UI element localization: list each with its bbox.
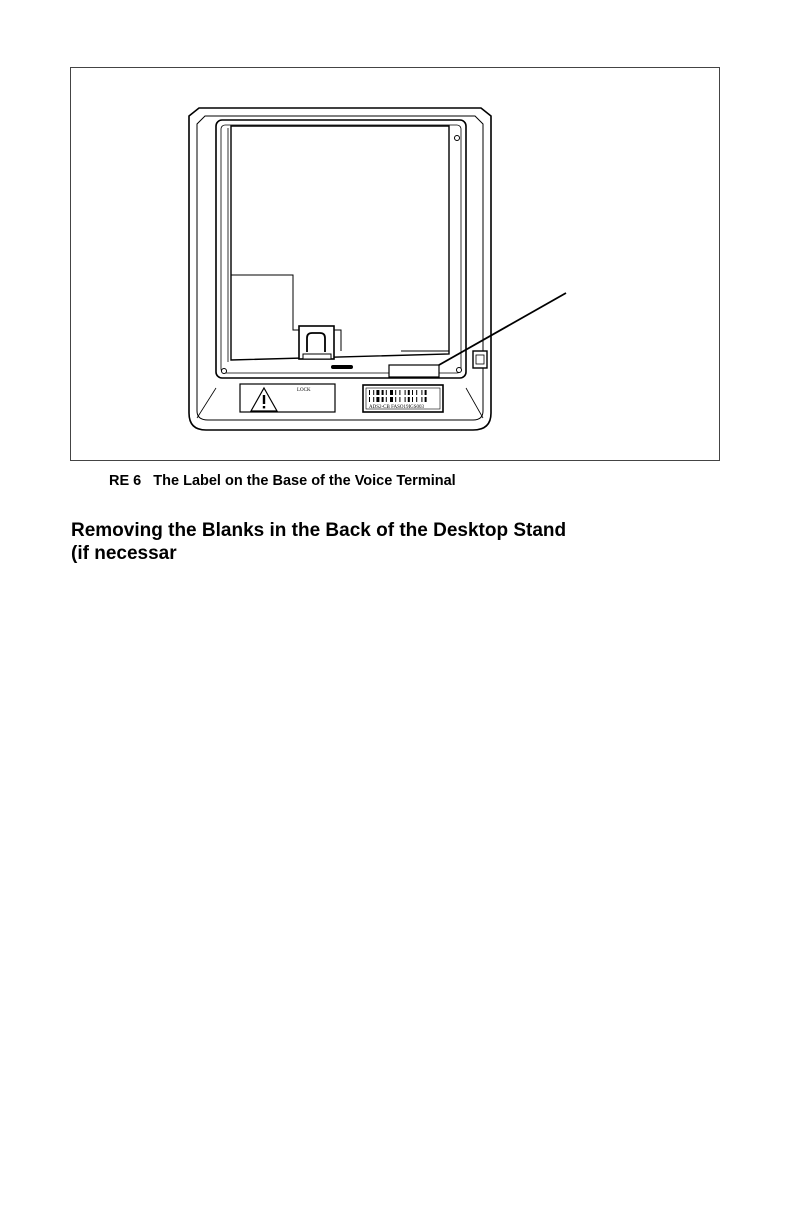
- warning-label-text: LOCK: [297, 388, 311, 393]
- screw-bottom-right: [457, 368, 462, 373]
- terminal-outer-body: [189, 108, 491, 430]
- section-heading-line-2: (if necessar: [71, 543, 177, 564]
- screw-bottom-left: [222, 369, 227, 374]
- latch-slot: [331, 365, 353, 369]
- figure-caption: [109, 473, 456, 489]
- label-location: [389, 365, 439, 377]
- side-jack: [473, 351, 487, 368]
- figure-caption-number: RE 6: [109, 473, 142, 489]
- section-heading-line-1: Removing the Blanks in the Back of the Desktop Stand: [71, 520, 567, 541]
- figure-frame: [70, 67, 720, 461]
- voice-terminal-base-illustration: [71, 68, 721, 462]
- product-label-code: ADS2-CB FASO19IGS003: [369, 405, 425, 410]
- screw-top-right: [455, 136, 460, 141]
- section-heading: [71, 519, 631, 565]
- figure-caption-text: The Label on the Base of the Voice Terminal: [153, 473, 456, 489]
